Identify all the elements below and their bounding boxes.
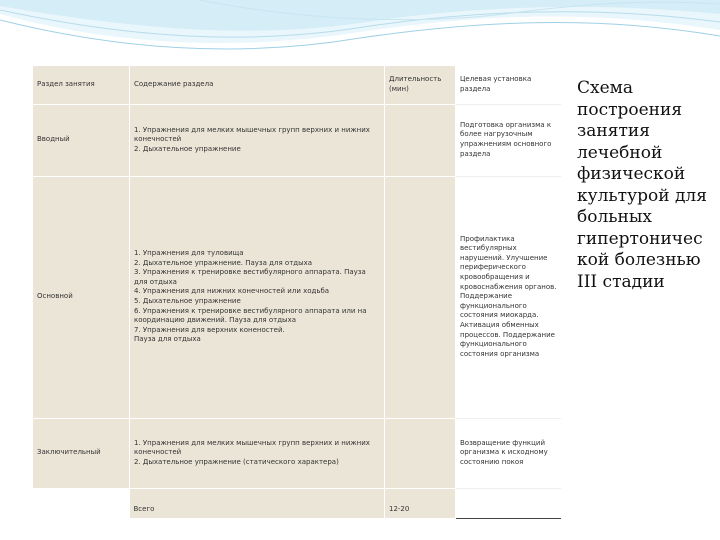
row-duration [385,418,456,488]
content-line: 1. Упражнения для мелких мышечных групп верхних и нижних конечностей [134,125,370,144]
content-line: 6. Упражнения к тренировке вестибулярного аппарата или на координацию движений. Пауза для отдыха [134,306,367,325]
row-content [130,104,385,176]
row-content [130,418,385,488]
table-header-row [33,66,561,104]
content-line: 2. Дыхательное упражнение (статического характера) [134,457,339,466]
row-duration [385,176,456,418]
row-section: Вводный [33,104,130,176]
header-goal: Целевая установка раздела [456,66,562,104]
header-section: Раздел занятия [33,66,130,104]
header-content: Содержание раздела [130,66,385,104]
total-label: Всего [130,488,385,518]
content-line: 7. Упражнения для верхних коненостей. [134,325,285,334]
content-line: 5. Дыхательное упражнение [134,297,241,305]
content-line: 2. Дыхательное упражнение. Пауза для отдыха [134,258,313,267]
table-total-row [33,488,561,518]
total-duration: 12-20 [385,488,456,518]
row-goal: Профилактика вестибулярных нарушений. Улучшение периферического кровообращения и кровоснабжения органов. Поддержание функционального состояния миокарда. Активация обменных процессов. Поддержание функционального состояния организма [456,176,562,418]
table-row [33,104,561,176]
lesson-structure-table [33,66,561,519]
content-line: 2. Дыхательное упражнение [134,144,241,153]
row-section: Заключительный [33,418,130,488]
table-row [33,176,561,418]
header-duration: Длительность (мин) [385,66,456,104]
total-goal [456,488,562,518]
row-goal: Возвращение функций организма к исходному состоянию покоя [456,418,562,488]
content-line: 1. Упражнения для мелких мышечных групп верхних и нижних конечностей [134,438,370,457]
table-row [33,418,561,488]
slide-title: Схема построения занятия лечебной физической культурой для больных гипертоничес кой болезнью III стадии [577,78,707,292]
content-line: 4. Упражнения для нижних конечностей или ходьба [134,287,330,296]
content-line: Пауза для отдыха [134,335,201,344]
row-content [130,176,385,418]
row-goal: Подготовка организма к более нагрузочным упражнениям основного раздела [456,104,562,176]
content-line: 3. Упражнения к тренировке вестибулярного аппарата. Пауза для отдыха [134,268,366,286]
content-line: 1. Упражнения для туловища [134,249,244,258]
row-duration [385,104,456,176]
row-section: Основной [33,176,130,418]
